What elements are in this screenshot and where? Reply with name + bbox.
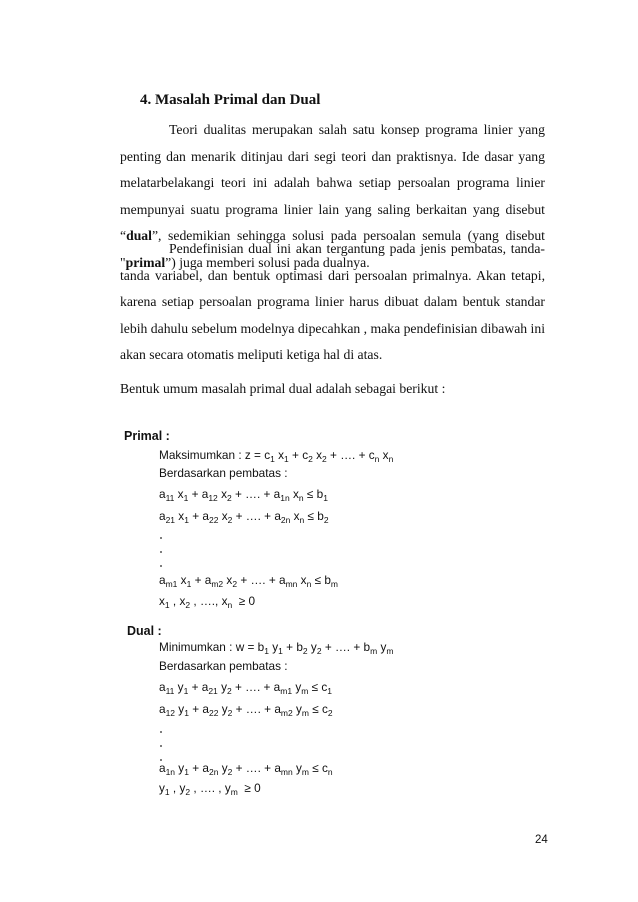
page-number: 24 bbox=[535, 834, 548, 846]
ellipsis-dot bbox=[160, 551, 162, 553]
dual-constraint-2: $a_{12}$ $y_1 + a_{22}$ $y_2$ + …. + $a_{m2}$ $y_m \le c_2$ bbox=[159, 702, 333, 718]
paragraph-text: ”) juga memberi solusi pada dualnya. bbox=[165, 254, 370, 270]
ellipsis-dot bbox=[160, 537, 162, 539]
ellipsis-dot bbox=[160, 565, 162, 567]
paragraph-text: Teori dualitas merupakan salah satu konsep programa linier yang penting dan menarik ditinjau dari segi teori dan praktisnya. Ide dasar yang melatarbelakangi teori ini adalah bahwa setiap persoalan programa linier mempunyai suatu programa linier lain yang saling berkaitan yang disebut “ bbox=[120, 122, 545, 244]
paragraph-text: Pendefinisian dual ini akan tergantung pada jenis pembatas, tanda-tanda variabel, dan bentuk optimasi dari persoalan primalnya. Akan tetapi, karena setiap persoalan programa linier harus dibuat dalam bentuk standar lebih dahulu sebelum modelnya dipecahkan , maka pendefinisian dibawah ini akan secara otomatis meliputi ketiga hal di atas. bbox=[120, 241, 545, 363]
paragraph-text: ”, sedemikian sehingga solusi pada persoalan semula (yang disebut " bbox=[120, 228, 545, 270]
dual-objective: Minimumkan : $w = b_1$ $y_1 + b_2$ $y_2$ + …. + $b_m$ $y_m$ bbox=[159, 640, 394, 656]
primal-constraint-2: $a_{21}$ $x_1 + a_{22}$ $x_2$ + …. + $a_{2n}$ $x_n \le b_2$ bbox=[159, 509, 329, 525]
objective-prefix: Minimumkan : w = bbox=[159, 640, 258, 654]
dual-label: Dual : bbox=[127, 624, 162, 638]
primal-constraint-1: $a_{11}$ $x_1 + a_{12}$ $x_2$ + …. + $a_{1n}$ $x_n \le b_1$ bbox=[159, 487, 328, 503]
paragraph-dual-definition bbox=[120, 236, 545, 369]
primal-nonnegativity: $x_1$ , $x_2$ , …., $x_n \ge 0$ bbox=[159, 594, 256, 610]
primal-subject-to: Berdasarkan pembatas : bbox=[159, 466, 288, 480]
primal-label: Primal : bbox=[124, 429, 170, 443]
objective-prefix: Maksimumkan : z = bbox=[159, 448, 265, 462]
dual-subject-to: Berdasarkan pembatas : bbox=[159, 659, 288, 673]
ellipsis-dot bbox=[160, 745, 162, 747]
dual-constraint-1: $a_{11}$ $y_1 + a_{21}$ $y_2$ + …. + $a_{m1}$ $y_m \le c_1$ bbox=[159, 680, 333, 696]
dual-nonnegativity: $y_1$ , $y_2$ , …. , $y_m \ge 0$ bbox=[159, 781, 261, 797]
ellipsis-dot bbox=[160, 731, 162, 733]
paragraph-intro-general-form: Bentuk umum masalah primal dual adalah sebagai berikut : bbox=[120, 381, 446, 396]
term-dual: dual bbox=[126, 228, 152, 244]
primal-objective: Maksimumkan : $z = c_1$ $x_1 + c_2$ $x_2$ + …. + $c_n$ $x_n$ bbox=[159, 448, 394, 464]
primal-constraint-m: $a_{m1}$ $x_1 + a_{m2}$ $x_2$ + …. + $a_{mn}$ $x_n \le b_m$ bbox=[159, 573, 338, 589]
dual-constraint-n: $a_{1n}$ $y_1 + a_{2n}$ $y_2$ + …. + $a_{mn}$ $y_m \le c_n$ bbox=[159, 761, 333, 777]
term-primal: primal bbox=[125, 254, 166, 270]
section-heading: 4. Masalah Primal dan Dual bbox=[140, 92, 321, 108]
